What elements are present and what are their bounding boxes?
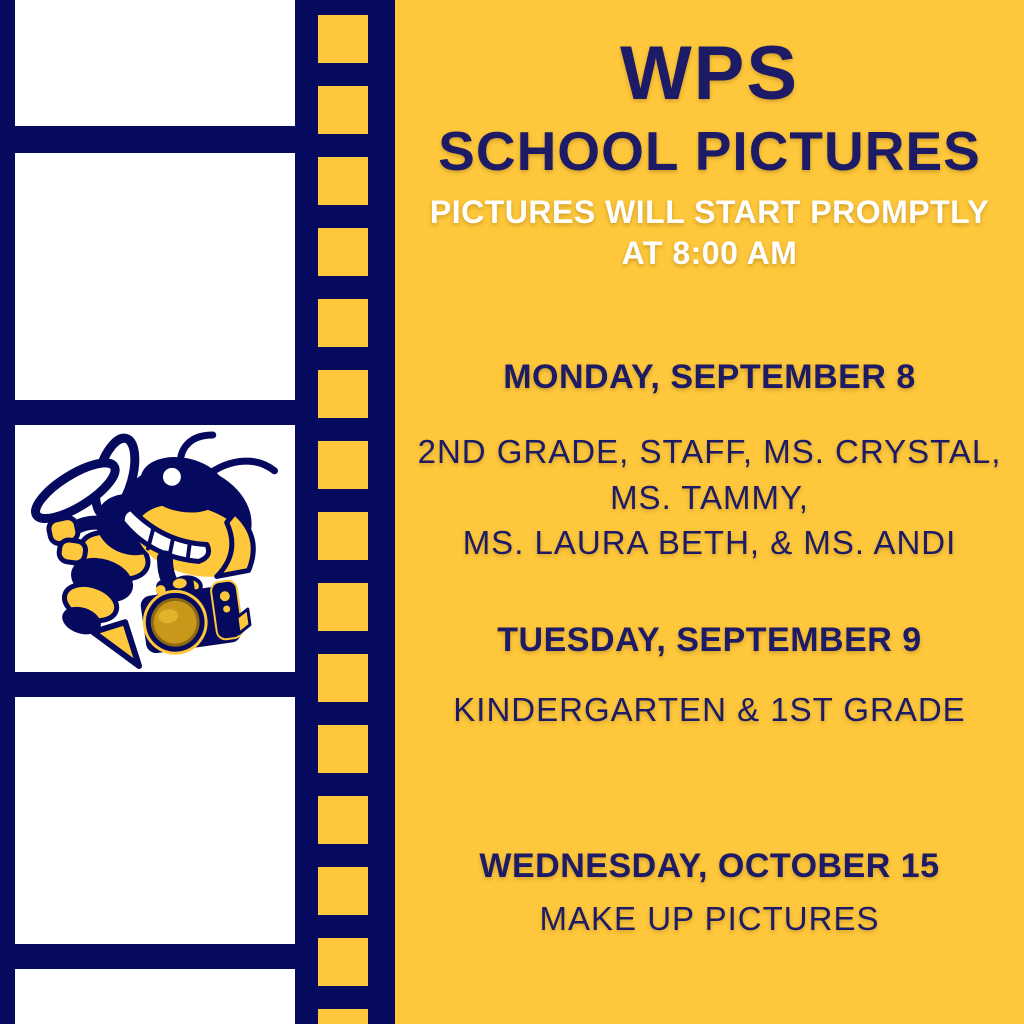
page-title: WPS xyxy=(619,31,800,116)
film-frame-mascot xyxy=(15,425,295,672)
film-frame xyxy=(15,697,295,944)
sprocket-hole xyxy=(318,299,368,347)
sprocket-hole xyxy=(318,796,368,844)
page-subtitle: SCHOOL PICTURES xyxy=(438,120,981,182)
schedule-detail-monday xyxy=(395,429,1024,566)
sprocket-hole xyxy=(318,654,368,702)
film-frame xyxy=(15,0,295,126)
sprocket-hole xyxy=(318,1009,368,1024)
start-time-note xyxy=(395,192,1024,274)
sprocket-hole xyxy=(318,441,368,489)
yellowjacket-mascot-with-camera-icon xyxy=(15,425,295,672)
schedule-detail-line: MS. TAMMY, xyxy=(610,478,809,516)
film-frame xyxy=(15,969,295,1024)
sprocket-hole xyxy=(318,228,368,276)
sprocket-hole xyxy=(318,86,368,134)
sprocket-column xyxy=(318,0,368,1024)
announcement-panel xyxy=(395,0,1024,1024)
schedule-detail-tuesday xyxy=(395,687,1024,733)
schedule-detail-line: MS. LAURA BETH, & MS. ANDI xyxy=(462,524,957,562)
schedule-date-wednesday: WEDNESDAY, OCTOBER 15 xyxy=(479,847,940,885)
sprocket-hole xyxy=(318,583,368,631)
schedule-detail-line: KINDERGARTEN & 1ST GRADE xyxy=(453,691,966,728)
sprocket-hole xyxy=(318,15,368,63)
schedule-date-tuesday: TUESDAY, SEPTEMBER 9 xyxy=(497,621,922,659)
schedule-detail-wednesday xyxy=(395,896,1024,942)
sprocket-hole xyxy=(318,938,368,986)
sprocket-hole xyxy=(318,512,368,560)
start-time-note-line1: PICTURES WILL START PROMPTLY xyxy=(429,194,990,230)
schedule-date-monday: MONDAY, SEPTEMBER 8 xyxy=(503,358,916,396)
film-frame xyxy=(15,153,295,400)
schedule-detail-line: MAKE UP PICTURES xyxy=(539,900,880,937)
sprocket-hole xyxy=(318,867,368,915)
start-time-note-line2: AT 8:00 AM xyxy=(621,234,798,271)
schedule-detail-line: 2ND GRADE, STAFF, MS. CRYSTAL, xyxy=(417,433,1002,470)
sprocket-hole xyxy=(318,370,368,418)
filmstrip xyxy=(0,0,395,1024)
sprocket-hole xyxy=(318,725,368,773)
sprocket-hole xyxy=(318,157,368,205)
